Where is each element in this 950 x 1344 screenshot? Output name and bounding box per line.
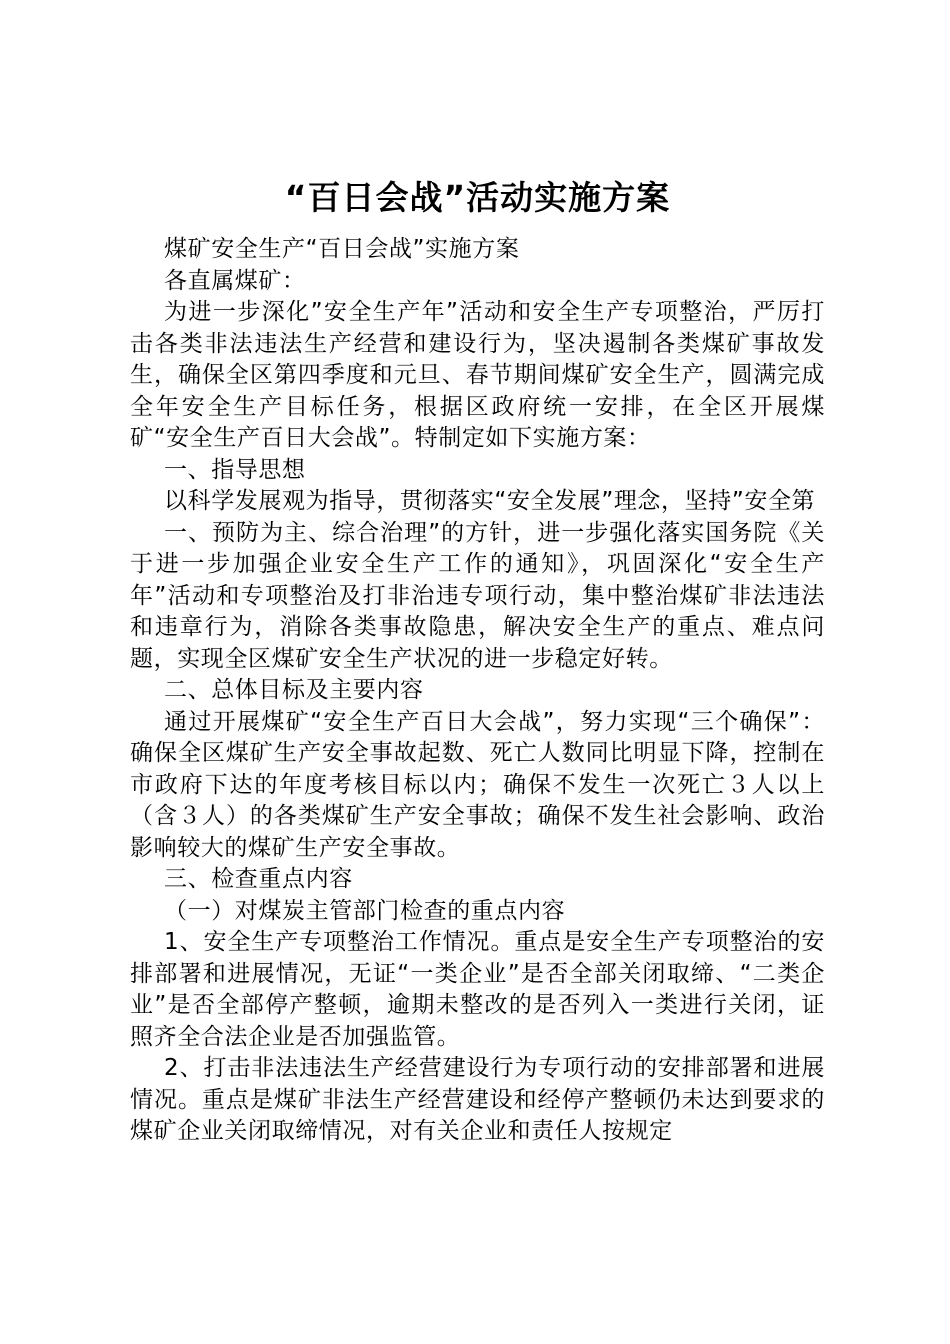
section-heading-guiding-ideology: 一、指导思想 (164, 456, 306, 483)
guiding-ideology-paragraph: 以科学发展观为指导，贯彻落实“安全发展”理念，坚持”安全第 (164, 488, 816, 514)
document-title: “百日会战”活动实施方案 (284, 178, 671, 217)
inspection-item-2: 2、打击非法违法生产经营建设行为专项行动的安排部署和进展情况。重点是煤矿非法生产经营建设和经停产整顿仍未达到要求的煤矿企业关闭取缔情况，对有关企业和责任人按规定 (130, 1055, 825, 1144)
document-subtitle: 煤矿安全生产“百日会战”实施方案 (164, 236, 520, 262)
intro-paragraph: 为进一步深化”安全生产年”活动和安全生产专项整治，严厉打击各类非法违法生产经营和建设行为，坚决遏制各类煤矿事故发生，确保全区第四季度和元旦、春节期间煤矿安全生产，圆满完成全年安全生产目标任务，根据区政府统一安排，在全区开展煤矿“安全生产百日大会战”。特制定如下实施方案： (130, 299, 825, 451)
subsection-heading-authorities: （一）对煤炭主管部门检查的重点内容 (164, 897, 566, 924)
section-heading-inspection: 三、检查重点内容 (164, 866, 353, 892)
salutation: 各直属煤矿： (164, 267, 306, 294)
section-heading-goals: 二、总体目标及主要内容 (164, 677, 424, 703)
inspection-item-1: 1、安全生产专项整治工作情况。重点是安全生产专项整治的安排部署和进展情况，无证“一类企业”是否全部关闭取缔、“二类企业”是否全部停产整顿，逾期未整改的是否列入一类进行关闭，证照齐全合法企业是否加强监管。 (130, 929, 825, 1050)
policy-paragraph: 一、预防为主、综合治理”的方针，进一步强化落实国务院《关于进一步加强企业安全生产工作的通知》，巩固深化“安全生产年”活动和专项整治及打非治违专项行动，集中整治煤矿非法违法和违章行为，消除各类事故隐患，解决安全生产的重点、难点问题，实现全区煤矿安全生产状况的进一步稳定好转。 (130, 519, 825, 672)
goals-paragraph: 通过开展煤矿“安全生产百日大会战”，努力实现“三个确保”：确保全区煤矿生产安全事故起数、死亡人数同比明显下降，控制在市政府下达的年度考核目标以内；确保不发生一次死亡３人以上（含３人）的各类煤矿生产安全事故；确保不发生社会影响、政治影响较大的煤矿生产安全事故。 (130, 708, 825, 861)
document-page (130, 176, 825, 1148)
